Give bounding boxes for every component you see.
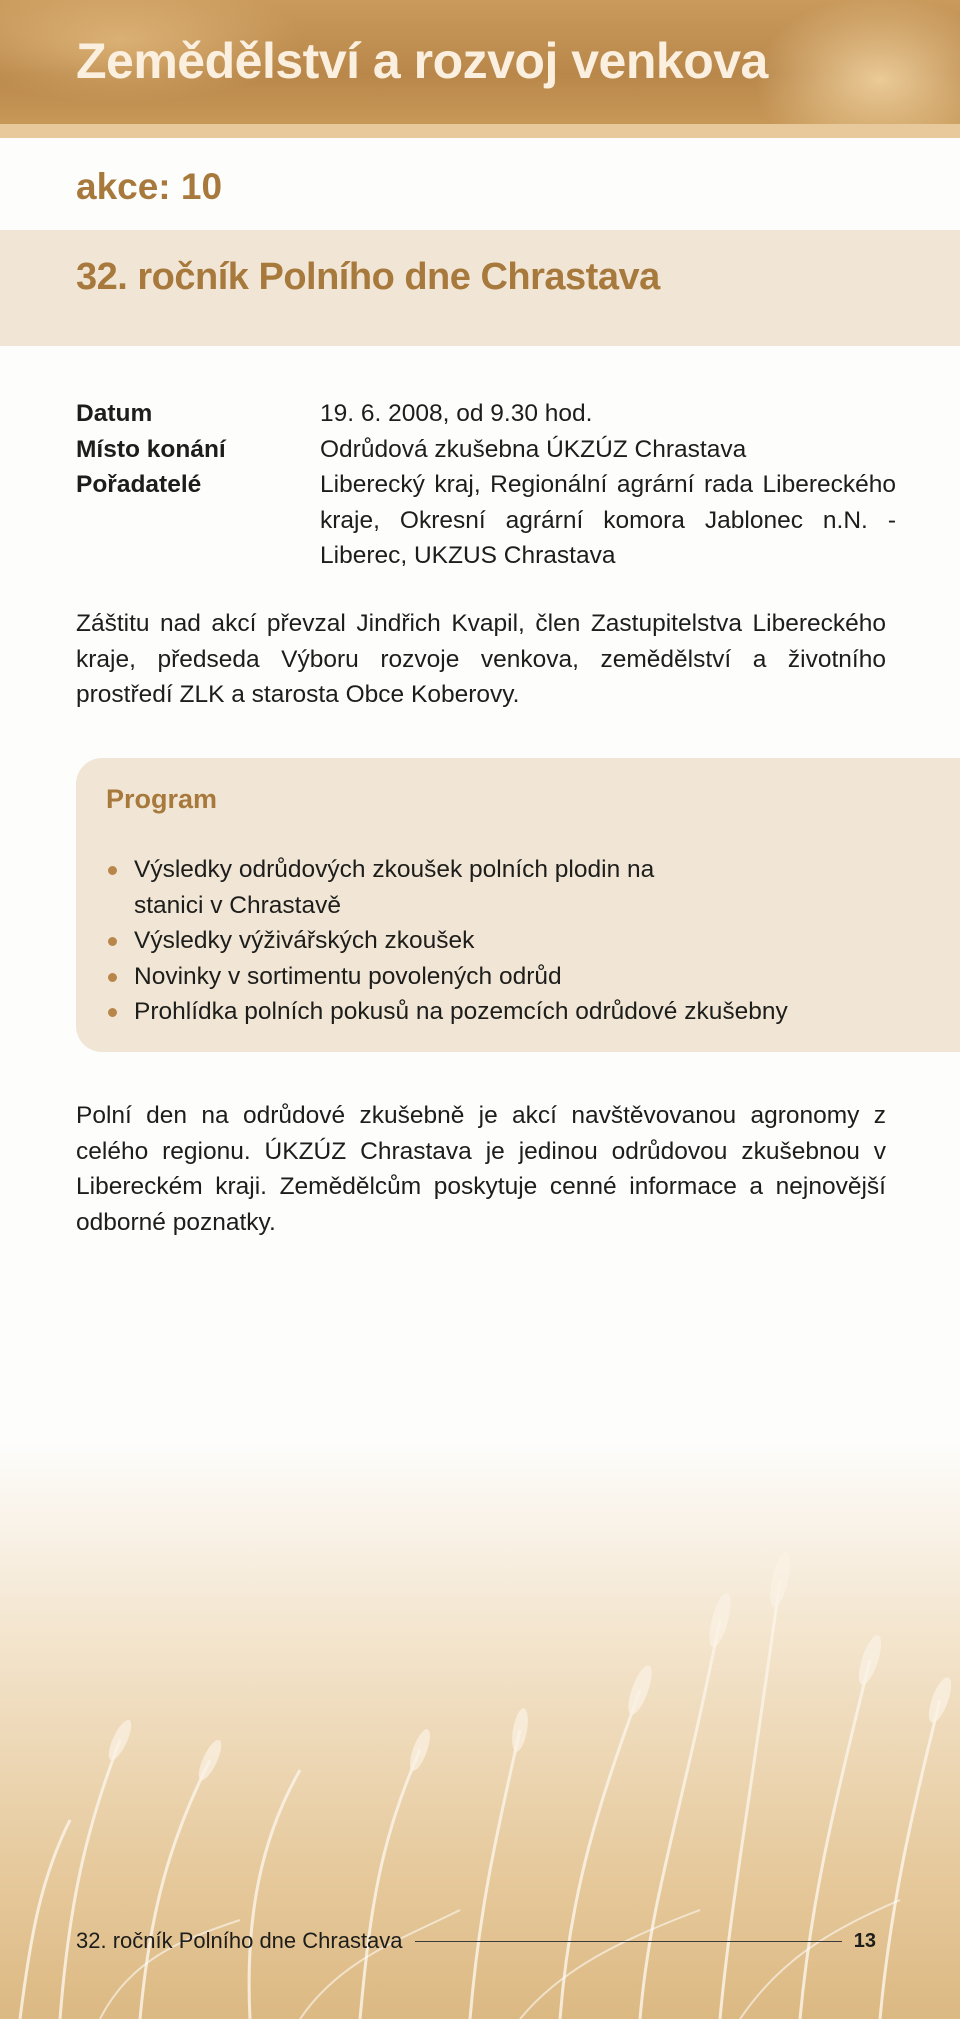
info-value: Odrůdová zkušebna ÚKZÚZ Chrastava [320,435,747,463]
footer-divider [415,1941,842,1942]
info-label: Datum [76,400,153,427]
footer-running-title: 32. ročník Polního dne Chrastava [76,1928,403,1953]
list-item [106,852,704,923]
info-label: Pořadatelé [76,471,202,498]
program-title: Program [106,784,218,814]
list-item-text: Výsledky výživářských zkoušek [134,927,475,954]
list-item-text: Novinky v sortimentu povolených odrůd [134,962,562,990]
page-number: 13 [853,1929,876,1952]
program-list [106,852,936,1030]
bullet-icon [108,866,117,875]
info-label: Místo konání [76,435,226,463]
bullet-icon [108,937,117,946]
patron-paragraph: Záštitu nad akcí převzal Jindřich Kvapil, člen Zastupitelstva Libereckého kraje, předseda Výboru rozvoje venkova, zemědělství a životního prostředí ZLK a starosta Obce Koberovy. [76,610,886,708]
info-row-venue [76,432,896,468]
program-box [76,758,960,1052]
closing-paragraph: Polní den na odrůdové zkušebně je akcí navštěvovanou agronomy z celého regionu. ÚKZÚZ Chrastava je jedinou odrůdovou zkušebnou v Libereckém kraji. Zemědělcům poskytuje cenné informace a nejnovější odborné poznatky. [76,1102,886,1236]
section-title: Zemědělství a rozvoj venkova [76,33,768,89]
bullet-icon [108,1008,117,1017]
info-value: Liberecký kraj, Regionální agrární rada Libereckého kraje, Okresní agrární komora Jablonec n.N. - Liberec, UKZUS Chrastava [320,471,896,569]
bullet-icon [108,973,117,982]
header-banner [0,0,960,124]
info-row-organizers [76,467,896,574]
event-title: 32. ročník Polního dne Chrastava [76,256,660,298]
list-item [106,923,704,959]
info-row-date [76,396,896,432]
info-value: 19. 6. 2008, od 9.30 hod. [320,400,593,427]
page-footer [76,1925,876,1957]
list-item [106,959,704,995]
event-info-table [76,396,896,574]
header-divider [0,124,960,138]
event-title-band [0,230,960,346]
list-item-text: Prohlídka polních pokusů na pozemcích odrůdové zkušebny [134,998,788,1025]
event-number: akce: 10 [76,166,223,207]
list-item [106,994,894,1030]
list-item-text: Výsledky odrůdových zkoušek polních plodin na stanici v Chrastavě [134,856,655,919]
